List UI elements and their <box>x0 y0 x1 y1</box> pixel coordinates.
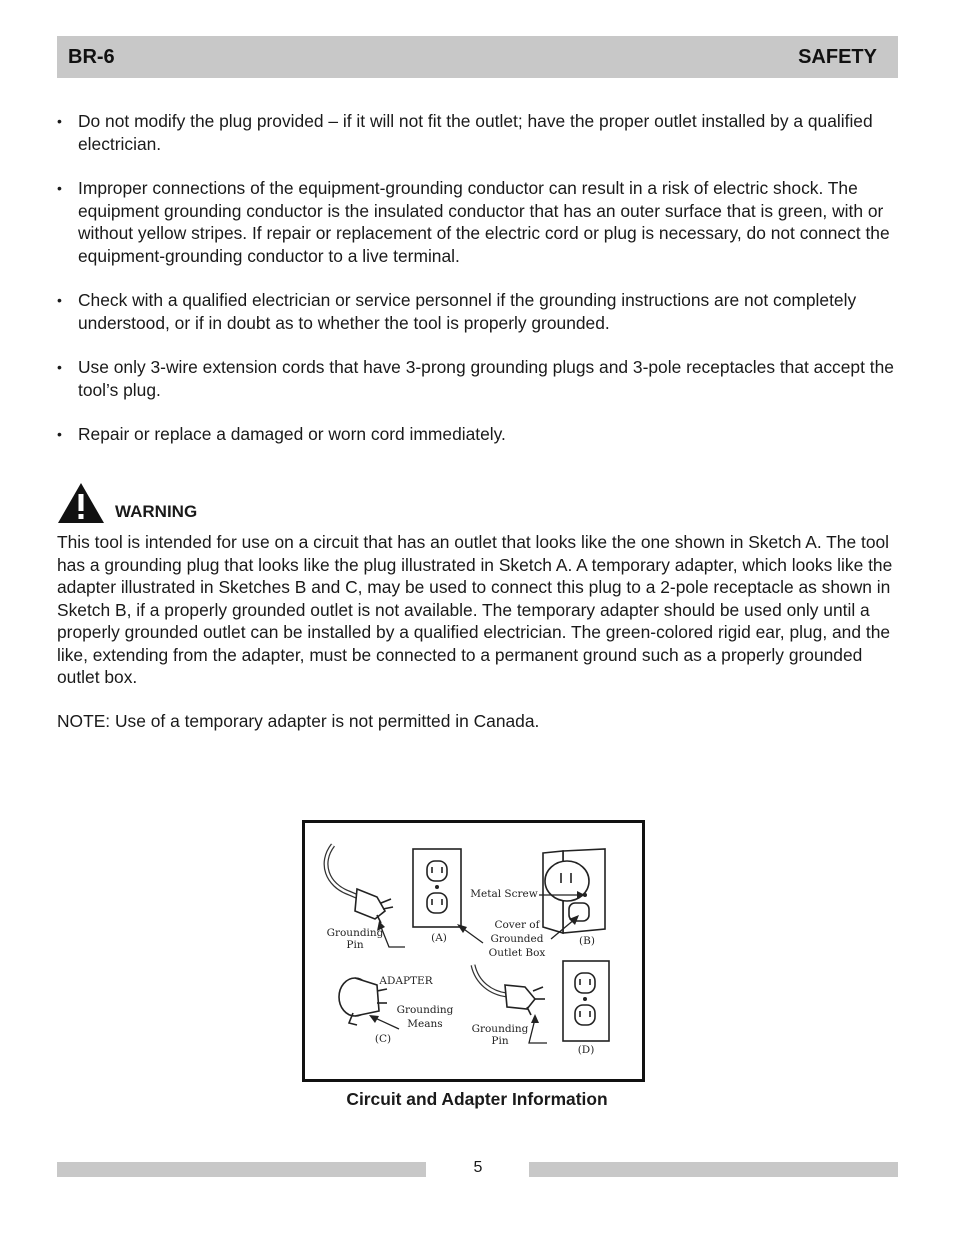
warning-label: WARNING <box>115 502 198 521</box>
cover-label-3: Outlet Box <box>488 947 546 959</box>
model-name: BR-6 <box>68 45 115 68</box>
page-number: 5 <box>473 1159 483 1176</box>
grounding-pin-label-d2: Pin <box>491 1035 509 1047</box>
cover-label-1: Cover of <box>494 919 540 931</box>
sketch-b-label: (B) <box>579 935 595 947</box>
grounding-sketches <box>305 823 642 1079</box>
footer-bar-left <box>57 1162 426 1177</box>
warning-paragraph: This tool is intended for use on a circuit that has an outlet that looks like the one shown in Sketch A. The tool has a grounding plug that looks like the plug illustrated in Sketch A. A temporary adapter, which looks like the adapter illustrated in Sketches B and C, may be used to connect this plug to a 2-pole receptacle as shown in Sketch B, if a properly grounded outlet is not available. The temporary adapter should be used only until a properly grounded outlet can be installed by a qualified electrician. The green-colored rigid ear, plug, and the like, extending from the adapter, must be connected to a permanent ground such as a properly grounded outlet box. <box>57 532 893 687</box>
sketch-a-label: (A) <box>431 932 447 944</box>
safety-bullet-list <box>57 110 902 468</box>
list-item: • Do not modify the plug provided – if it will not fit the outlet; have the proper outlet installed by a qualified electrician. <box>57 111 873 154</box>
circuit-adapter-figure <box>302 820 645 1082</box>
section-title: SAFETY <box>798 45 877 68</box>
figure-caption: Circuit and Adapter Information <box>346 1089 608 1109</box>
metal-screw-label: Metal Screw <box>470 888 538 900</box>
sketch-d-label: (D) <box>577 1044 595 1056</box>
sketch-c-label: (C) <box>374 1033 392 1045</box>
header-bar <box>57 36 898 78</box>
bullet-icon: • <box>57 292 62 308</box>
grounding-pin-label-d: Grounding <box>471 1023 529 1035</box>
grounding-means-label-1: Grounding <box>396 1004 454 1016</box>
grounding-pin-label-a2: Pin <box>346 939 364 951</box>
bullet-icon: • <box>57 113 62 129</box>
footer-bar-right <box>529 1162 898 1177</box>
list-item: • Repair or replace a damaged or worn cord immediately. <box>57 424 506 444</box>
adapter-label: ADAPTER <box>379 975 433 987</box>
bullet-icon: • <box>57 359 62 375</box>
bullet-icon: • <box>57 426 62 442</box>
canada-note: NOTE: Use of a temporary adapter is not permitted in Canada. <box>57 711 540 731</box>
grounding-means-label-2: Means <box>407 1018 443 1030</box>
warning-heading <box>57 482 197 524</box>
warning-triangle-icon <box>57 482 105 524</box>
cover-label-2: Grounded <box>490 933 544 945</box>
grounding-plug-sketch-a <box>326 845 393 923</box>
grounded-outlet-sketch-d <box>563 961 609 1041</box>
list-item: • Improper connections of the equipment-grounding conductor can result in a risk of electric shock. The equipment grounding conductor is the insulated conductor that has an outer surface that is green, with or without yellow stripes. If repair or replacement of the electric cord or plug is necessary, do not connect the equipment-grounding conductor to a live terminal. <box>57 178 890 266</box>
grounding-pin-label-a: Grounding <box>326 927 384 939</box>
list-item: • Use only 3-wire extension cords that have 3-prong grounding plugs and 3-pole receptacles that accept the tool’s plug. <box>57 357 894 400</box>
grounding-plug-sketch-d <box>473 965 545 1015</box>
grounded-outlet-sketch-a <box>413 849 461 927</box>
list-item: • Check with a qualified electrician or service personnel if the grounding instructions are not completely understood, or if in doubt as to whether the tool is properly grounded. <box>57 290 857 333</box>
bullet-icon: • <box>57 180 62 196</box>
